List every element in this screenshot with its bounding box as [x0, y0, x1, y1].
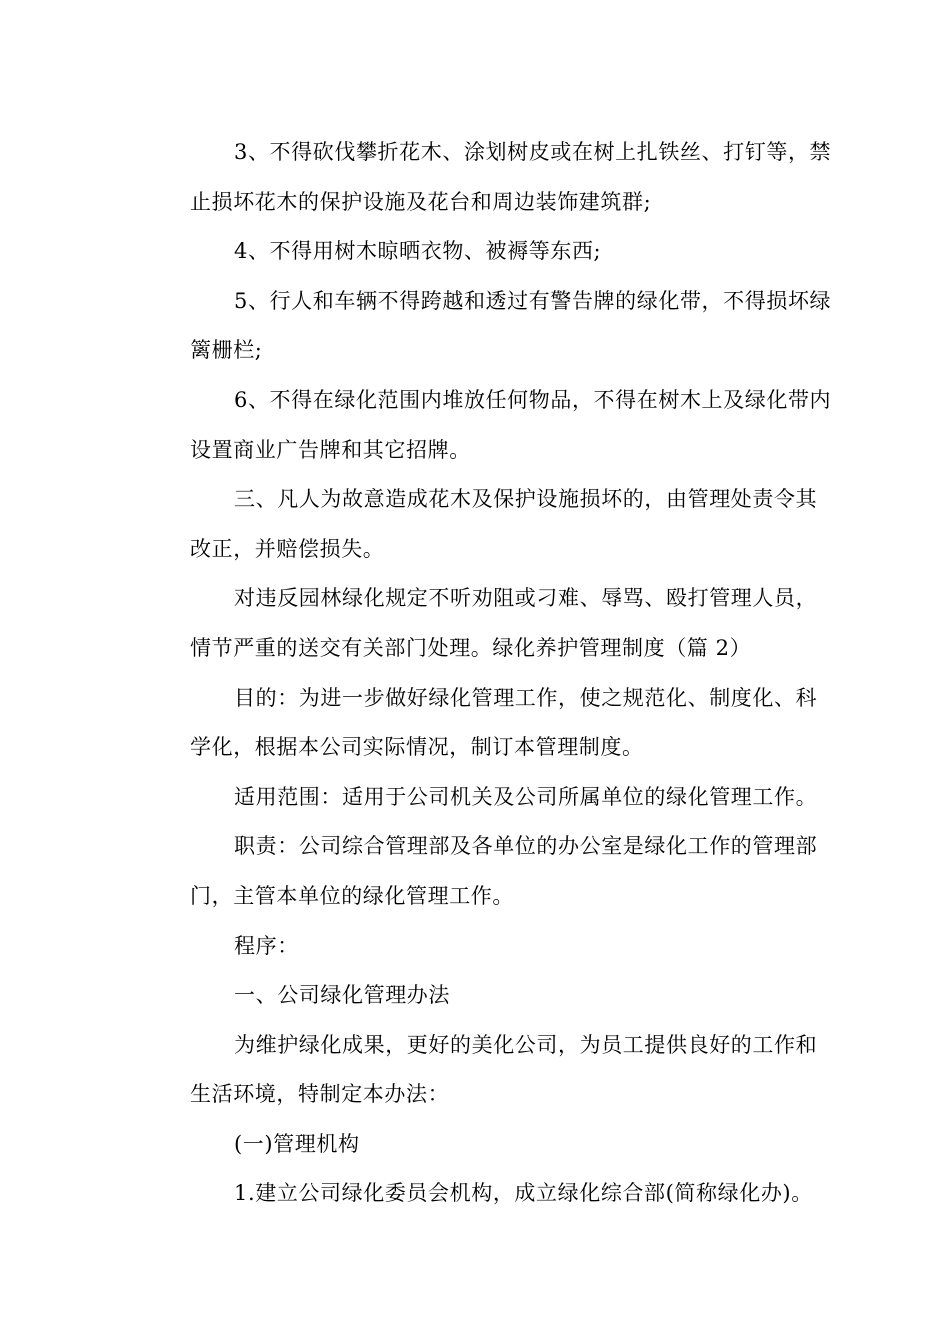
text-line: 生活环境，特制定本办法： — [190, 1082, 450, 1107]
heading-section-1 — [146, 971, 808, 1021]
text-line: 对违反园林绿化规定不听劝阻或刁难、辱骂、殴打管理人员， — [234, 586, 818, 611]
paragraph-item-1 — [146, 1169, 813, 1219]
text-line: 学化，根据本公司实际情况，制订本管理制度。 — [190, 735, 644, 760]
paragraph-violation — [146, 574, 818, 673]
text-line: 5、行人和车辆不得跨越和透过有警告牌的绿化带，不得损坏绿 — [234, 288, 832, 313]
paragraph-rule-4 — [146, 227, 808, 277]
heading-subsection-1 — [146, 1120, 808, 1170]
text-line: 止损坏花木的保护设施及花台和周边装饰建筑群; — [190, 189, 652, 214]
paragraph-duties — [146, 822, 818, 921]
document-body — [146, 128, 832, 1219]
paragraph-rule-5 — [146, 277, 832, 376]
paragraph-intro — [146, 1021, 818, 1120]
paragraph-scope — [146, 773, 818, 823]
text-line: 3、不得砍伐攀折花木、涂划树皮或在树上扎铁丝、打钉等，禁 — [234, 140, 832, 164]
paragraph-rule-6 — [146, 376, 832, 475]
text-line: 6、不得在绿化范围内堆放任何物品，不得在树木上及绿化带内 — [234, 387, 832, 412]
text-line: 一、公司绿化管理办法 — [234, 983, 450, 1008]
text-line: 1.建立公司绿化委员会机构，成立绿化综合部(简称绿化办)。 — [234, 1181, 813, 1206]
text-line: 4、不得用树木晾晒衣物、被褥等东西; — [234, 239, 602, 264]
text-line: 目的：为进一步做好绿化管理工作，使之规范化、制度化、科 — [234, 685, 818, 710]
text-line: 适用范围：适用于公司机关及公司所属单位的绿化管理工作。 — [234, 784, 818, 809]
text-line: 程序： — [234, 933, 299, 958]
text-line: (一)管理机构 — [234, 1131, 360, 1156]
text-line: 情节严重的送交有关部门处理。绿化养护管理制度（篇 2） — [190, 635, 752, 660]
text-line: 职责：公司综合管理部及各单位的办公室是绿化工作的管理部 — [234, 834, 818, 859]
text-line: 三、凡人为故意造成花木及保护设施损坏的，由管理处责令其 — [234, 487, 818, 512]
paragraph-rule-3 — [146, 128, 832, 227]
paragraph-purpose — [146, 674, 818, 773]
text-line: 为维护绿化成果，更好的美化公司，为员工提供良好的工作和 — [234, 1032, 818, 1057]
text-line: 篱栅栏; — [190, 338, 263, 363]
paragraph-procedure — [146, 922, 808, 972]
text-line: 改正，并赔偿损失。 — [190, 536, 385, 561]
text-line: 门，主管本单位的绿化管理工作。 — [190, 883, 514, 908]
paragraph-section-3 — [146, 475, 818, 574]
text-line: 设置商业广告牌和其它招牌。 — [190, 437, 471, 462]
